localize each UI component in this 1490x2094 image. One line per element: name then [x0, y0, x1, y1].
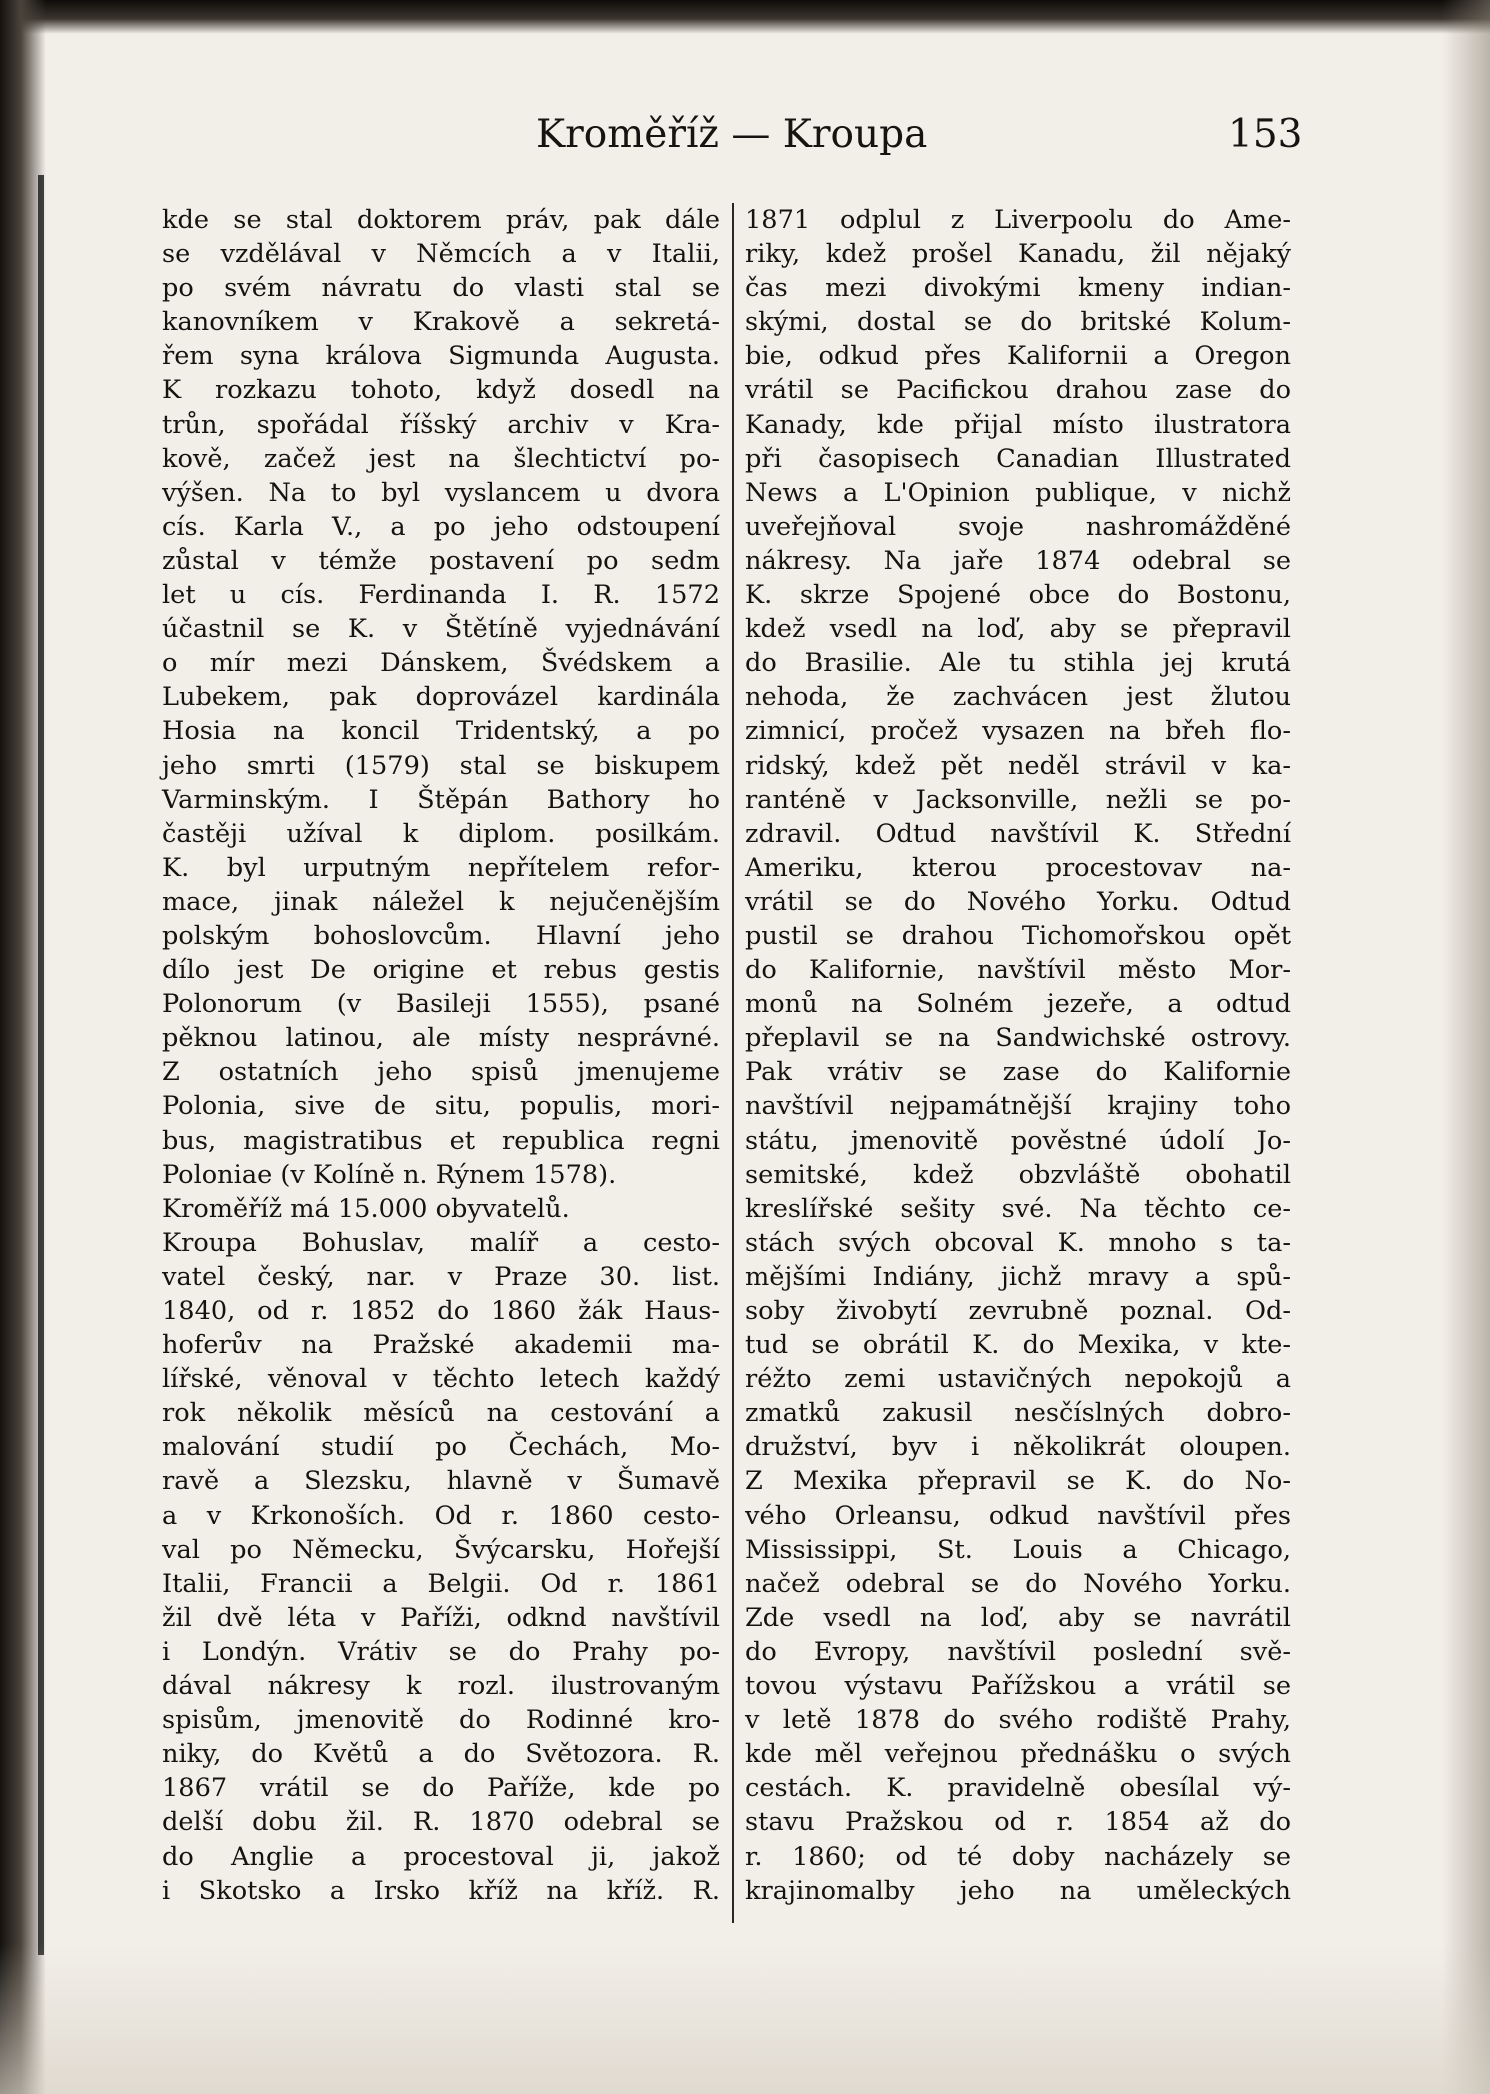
- text-line: 1840, od r. 1852 do 1860 žák Haus-: [162, 1296, 720, 1326]
- text-line: pěknou latinou, ale místy nesprávné.: [162, 1023, 720, 1054]
- scan-right-edge: [1442, 0, 1490, 2094]
- text-line: načež odebral se do Nového Yorku.: [745, 1568, 1291, 1599]
- text-line: po svém návratu do vlasti stal se: [162, 273, 720, 304]
- right-text-column: [745, 203, 1291, 1908]
- text-line: kdež vsedl na loď, aby se přepravil: [745, 614, 1291, 645]
- text-line: kde měl veřejnou přednášku o svých: [745, 1739, 1291, 1770]
- text-line: do Evropy, navštívil poslední svě-: [745, 1636, 1291, 1667]
- text-line: státu, jmenovitě pověstné údolí Jo-: [745, 1125, 1291, 1156]
- text-line: niky, do Květů a do Světozora. R.: [162, 1739, 720, 1770]
- text-line: 1867 vrátil se do Paříže, kde po: [162, 1773, 720, 1804]
- text-line: skými, dostal se do britské Kolum-: [745, 307, 1291, 338]
- text-line: navštívil nejpamátnější krajiny toho: [745, 1091, 1291, 1122]
- binding-line: [38, 175, 44, 1955]
- text-line: výšen. Na to byl vyslancem u dvora: [162, 477, 720, 508]
- text-line: Kroupa Bohuslav, malíř a cesto-: [162, 1227, 720, 1258]
- text-line: Varminským. I Štěpán Bathory ho: [162, 784, 720, 815]
- column-divider: [732, 203, 734, 1923]
- text-line: semitské, kdež obzvláště obohatil: [745, 1159, 1291, 1190]
- text-line: dával nákresy k rozl. ilustrovaným: [162, 1671, 720, 1702]
- text-line: Mississippi, St. Louis a Chicago,: [745, 1534, 1291, 1565]
- text-line: delší dobu žil. R. 1870 odebral se: [162, 1807, 720, 1838]
- text-line: Z Mexika přepravil se K. do No-: [745, 1466, 1291, 1497]
- text-line: hoferův na Pražské akademii ma-: [162, 1330, 720, 1361]
- text-line: stách svých obcoval K. mnoho s ta-: [745, 1227, 1291, 1258]
- text-line: Ameriku, kterou procestovav na-: [745, 852, 1291, 883]
- text-line: vrátil se do Nového Yorku. Odtud: [745, 886, 1291, 917]
- text-line: družství, byv i několikrát oloupen.: [745, 1432, 1291, 1463]
- text-line: Hosia na koncil Tridentský, a po: [162, 716, 720, 747]
- text-line: val po Německu, Švýcarsku, Hořejší: [162, 1534, 720, 1565]
- text-line: cestách. K. pravidelně obesílal vý-: [745, 1773, 1291, 1804]
- text-line: r. 1860; od té doby nacházely se: [745, 1841, 1291, 1872]
- text-line: mějšími Indiány, jichž mravy a spů-: [745, 1261, 1291, 1292]
- text-line: žil dvě léta v Paříži, odknd navštívil: [162, 1602, 720, 1633]
- page-number: 153: [1228, 112, 1303, 157]
- text-line: 1871 odplul z Liverpoolu do Ame-: [745, 205, 1291, 235]
- text-line: bie, odkud přes Kalifornii a Oregon: [745, 341, 1291, 372]
- left-text-column: [162, 203, 720, 1908]
- running-head: Kroměříž — Kroupa: [536, 112, 928, 157]
- text-line: kreslířské sešity své. Na těchto ce-: [745, 1193, 1291, 1224]
- text-line: zmatků zakusil nesčíslných dobro-: [745, 1398, 1291, 1429]
- text-line: tud se obrátil K. do Mexika, v kte-: [745, 1330, 1291, 1361]
- text-line: mace, jinak náležel k nejučenějším: [162, 886, 720, 917]
- text-line: uveřejňoval svoje nashromážděné: [745, 511, 1291, 542]
- text-line: rok několik měsíců na cestování a: [162, 1398, 720, 1429]
- text-line: kde se stal doktorem práv, pak dále: [162, 205, 720, 235]
- text-line: monů na Solném jezeře, a odtud: [745, 989, 1291, 1020]
- text-line: Lubekem, pak doprovázel kardinála: [162, 682, 720, 713]
- text-line: K rozkazu tohoto, když dosedl na: [162, 375, 720, 406]
- text-line: soby živobytí zevrubně poznal. Od-: [745, 1296, 1291, 1326]
- text-line: ridský, kdež pět neděl strávil v ka-: [745, 750, 1291, 781]
- text-line: účastnil se K. v Štětíně vyjednávání: [162, 614, 720, 645]
- text-line: let u cís. Ferdinanda I. R. 1572: [162, 580, 720, 611]
- text-line: do Kalifornie, navštívil město Mor-: [745, 955, 1291, 986]
- text-line: krajinomalby jeho na uměleckých: [745, 1875, 1291, 1906]
- text-line: News a L'Opinion publique, v nichž: [745, 477, 1291, 508]
- text-line: Pak vrátiv se zase do Kalifornie: [745, 1057, 1291, 1088]
- text-line: ravě a Slezsku, hlavně v Šumavě: [162, 1466, 720, 1497]
- text-line: Kroměříž má 15.000 obyvatelů.: [162, 1193, 570, 1224]
- scan-bottom-shade: [0, 1944, 1490, 2094]
- text-line: tovou výstavu Pařížskou a vrátil se: [745, 1671, 1291, 1702]
- text-line: nehoda, že zachvácen jest žlutou: [745, 682, 1291, 713]
- text-line: při časopisech Canadian Illustrated: [745, 443, 1291, 474]
- text-line: bus, magistratibus et republica regni: [162, 1125, 720, 1156]
- text-line: zimnicí, pročež vysazen na břeh flo-: [745, 716, 1291, 747]
- text-line: zdravil. Odtud navštívil K. Střední: [745, 818, 1291, 849]
- text-line: trůn, spořádal říšský archiv v Kra-: [162, 409, 720, 440]
- text-line: cís. Karla V., a po jeho odstoupení: [162, 511, 720, 542]
- text-line: se vzdělával v Němcích a v Italii,: [162, 239, 720, 270]
- text-line: riky, kdež prošel Kanadu, žil nějaký: [745, 239, 1291, 270]
- text-line: Polonorum (v Basileji 1555), psané: [162, 989, 720, 1020]
- text-line: o mír mezi Dánskem, Švédskem a: [162, 648, 720, 679]
- text-line: i Londýn. Vrátiv se do Prahy po-: [162, 1636, 720, 1667]
- text-line: vého Orleansu, odkud navštívil přes: [745, 1500, 1291, 1531]
- text-line: vatel český, nar. v Praze 30. list.: [162, 1261, 720, 1292]
- text-line: řem syna králova Sigmunda Augusta.: [162, 341, 720, 372]
- text-line: dílo jest De origine et rebus gestis: [162, 955, 720, 986]
- text-line: čas mezi divokými kmeny indian-: [745, 273, 1291, 304]
- text-line: Polonia, sive de situ, populis, mori-: [162, 1091, 720, 1122]
- text-line: a v Krkonoších. Od r. 1860 cesto-: [162, 1500, 720, 1531]
- text-line: Zde vsedl na loď, aby se navrátil: [745, 1602, 1291, 1633]
- text-line: kově, začež jest na šlechtictví po-: [162, 443, 720, 474]
- text-line: réžto zemi ustavičných nepokojů a: [745, 1364, 1291, 1395]
- text-line: Z ostatních jeho spisů jmenujeme: [162, 1057, 720, 1088]
- text-line: Italii, Francii a Belgii. Od r. 1861: [162, 1568, 720, 1599]
- text-line: zůstal v témže postavení po sedm: [162, 545, 720, 576]
- text-line: Kanady, kde přijal místo ilustratora: [745, 409, 1291, 440]
- text-line: K. skrze Spojené obce do Bostonu,: [745, 580, 1291, 611]
- text-line: vrátil se Pacifickou drahou zase do: [745, 375, 1291, 406]
- text-line: v letě 1878 do svého rodiště Prahy,: [745, 1705, 1291, 1736]
- text-line: K. byl urputným nepřítelem refor-: [162, 852, 720, 883]
- text-line: přeplavil se na Sandwichské ostrovy.: [745, 1023, 1291, 1054]
- text-line: i Skotsko a Irsko kříž na kříž. R.: [162, 1875, 720, 1906]
- text-line: do Anglie a procestoval ji, jakož: [162, 1841, 720, 1872]
- text-line: nákresy. Na jaře 1874 odebral se: [745, 545, 1291, 576]
- text-line: častěji užíval k diplom. posilkám.: [162, 818, 720, 849]
- scan-top-shadow: [0, 0, 1490, 34]
- text-line: Poloniae (v Kolíně n. Rýnem 1578).: [162, 1159, 617, 1190]
- text-line: lířské, věnoval v těchto letech každý: [162, 1364, 720, 1395]
- text-line: ranténě v Jacksonville, nežli se po-: [745, 784, 1291, 815]
- text-line: jeho smrti (1579) stal se biskupem: [162, 750, 720, 781]
- text-line: malování studií po Čechách, Mo-: [162, 1432, 720, 1463]
- text-line: stavu Pražskou od r. 1854 až do: [745, 1807, 1291, 1838]
- text-line: do Brasilie. Ale tu stihla jej krutá: [745, 648, 1291, 679]
- text-line: spisům, jmenovitě do Rodinné kro-: [162, 1705, 720, 1736]
- text-line: kanovníkem v Krakově a sekretá-: [162, 307, 720, 338]
- text-line: pustil se drahou Tichomořskou opět: [745, 920, 1291, 951]
- text-line: polským bohoslovcům. Hlavní jeho: [162, 920, 720, 951]
